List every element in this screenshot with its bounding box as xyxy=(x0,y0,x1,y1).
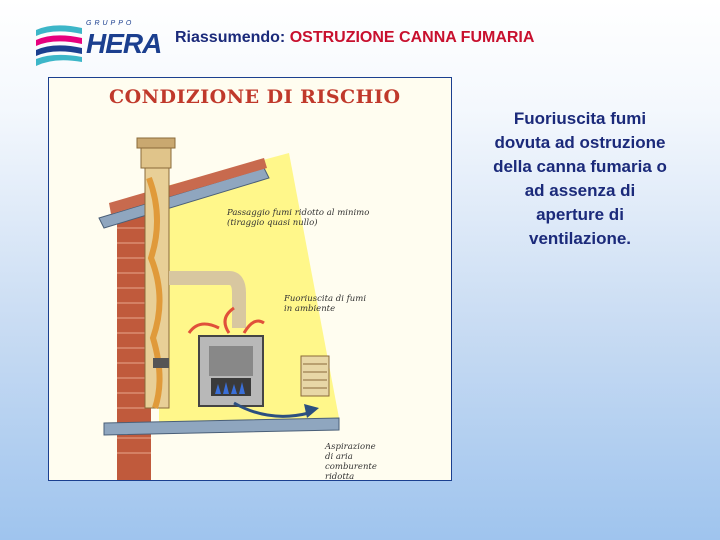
description-text: Fuoriuscita fumi dovuta ad ostruzione della canna fumaria o ad assenza di aperture di ventilazione. xyxy=(493,109,667,248)
illustration-drawing xyxy=(49,78,451,480)
logo-group-text: GRUPPO xyxy=(86,20,135,27)
logo-waves-icon xyxy=(34,22,84,66)
hera-logo xyxy=(34,20,162,70)
title-prefix: Riassumendo: xyxy=(175,29,286,46)
page-title xyxy=(175,29,534,47)
logo-brand-text: HERA xyxy=(86,28,162,59)
callout-passaggio: Passaggio fumi ridotto al minimo (tiraggio quasi nullo) xyxy=(227,208,370,228)
risk-illustration xyxy=(48,77,452,481)
title-topic: OSTRUZIONE CANNA FUMARIA xyxy=(289,29,535,46)
callout-fuoriuscita: Fuoriuscita di fumi in ambiente xyxy=(284,294,367,314)
figure-title: CONDIZIONE DI RISCHIO xyxy=(109,86,401,108)
callout-aspirazione: Aspirazione di aria comburente ridotta xyxy=(325,442,377,481)
